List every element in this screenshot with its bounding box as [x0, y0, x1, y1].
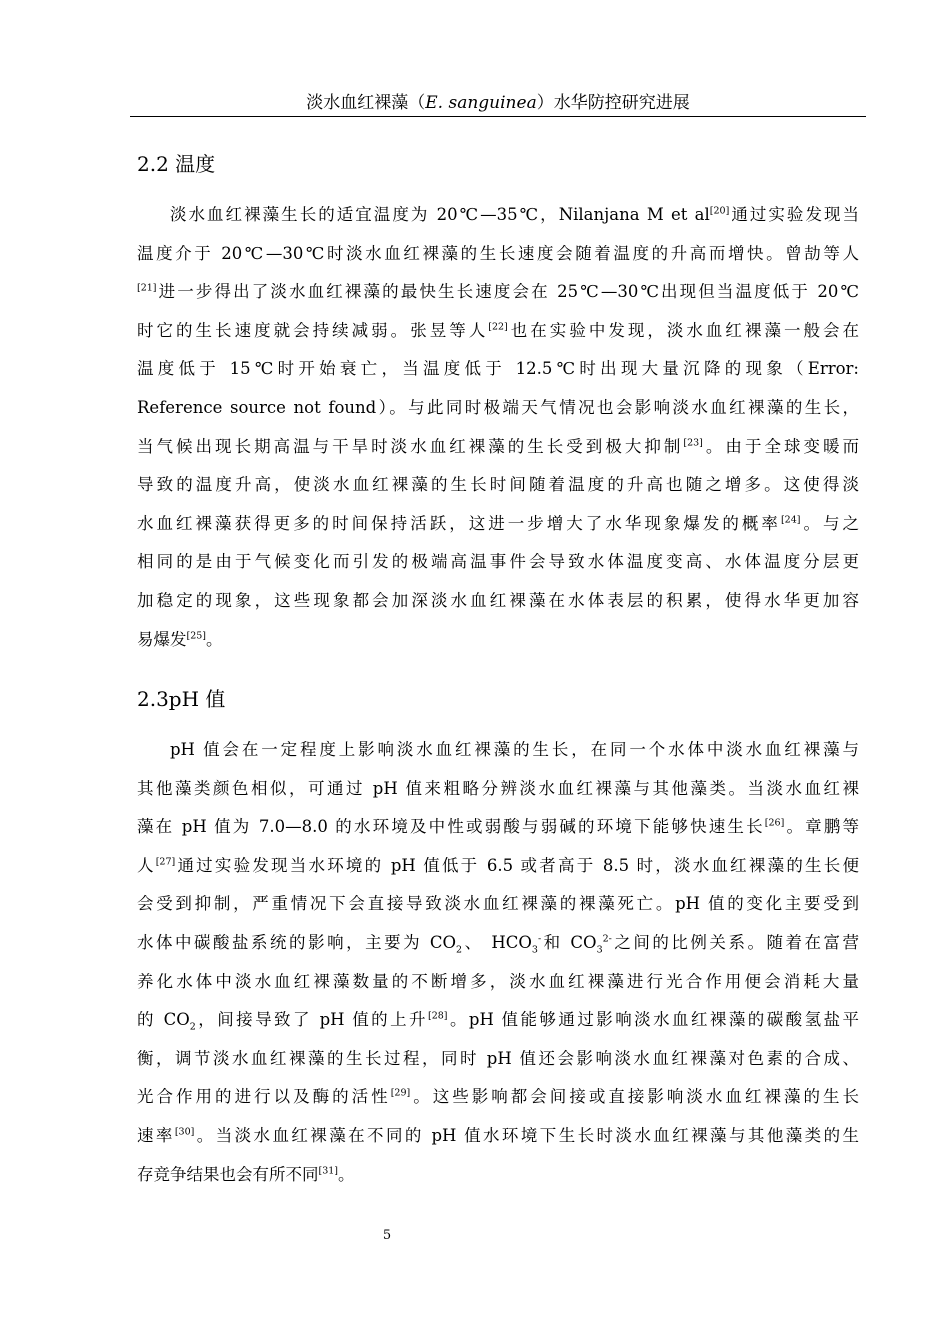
paragraph-line: 导致的温度升高，使淡水血红裸藻的生长时间随着温度的升高也随之增多。这使得淡: [137, 475, 859, 495]
paragraph-line: 会受到抑制，严重情况下会直接导致淡水血红裸藻的裸藻死亡。pH 值的变化主要受到: [137, 894, 859, 914]
paragraph-line: 速率[30]。当淡水血红裸藻在不同的 pH 值水环境下生长时淡水血红裸藻与其他藻类的生: [137, 1125, 859, 1145]
paragraph-line: 存竞争结果也会有所不同[31]。: [137, 1164, 355, 1184]
paragraph-ph: [137, 731, 859, 1194]
paragraph-line: 易爆发[25]。: [137, 629, 223, 649]
header-rule: [130, 116, 866, 117]
paragraph-line: [21]进一步得出了淡水血红裸藻的最快生长速度会在 25℃—30℃出现但当温度低于 20℃: [137, 282, 859, 302]
paragraph-line: 的 $CO_2$，间接导致了 pH 值的上升[28]。pH 值能够通过影响淡水血红裸藻的碳酸氢盐平: [137, 1010, 859, 1033]
paragraph-temperature: [137, 196, 859, 659]
paragraph-line: pH 值会在一定程度上影响淡水血红裸藻的生长，在同一个水体中淡水血红裸藻与: [170, 740, 859, 759]
paragraph-line: 相同的是由于气候变化而引发的极端高温事件会导致水体温度变高、水体温度分层更: [137, 552, 859, 572]
paragraph-line: 时它的生长速度就会持续减弱。张昱等人[22]也在实验中发现，淡水血红裸藻一般会在: [137, 320, 860, 340]
section-heading-ph: 2.3pH 值: [137, 687, 226, 711]
paragraph-line: 温度介于 20℃—30℃时淡水血红裸藻的生长速度会随着温度的升高而增快。曾劼等人: [137, 243, 859, 263]
paragraph-line: 温度低于 15℃时开始衰亡，当温度低于 12.5℃时出现大量沉降的现象（Error:: [137, 359, 859, 379]
running-header: [130, 92, 866, 114]
section-heading-temperature: 2.2 温度: [137, 152, 216, 176]
paragraph-line: 加稳定的现象，这些现象都会加深淡水血红裸藻在水体表层的积累，使得水华更加容: [137, 590, 859, 610]
paragraph-line: 衡，调节淡水血红裸藻的生长过程，同时 pH 值还会影响淡水血红裸藻对色素的合成、: [137, 1048, 859, 1068]
header-title-suffix: ）水华防控研究进展: [536, 93, 690, 113]
paragraph-line: 人[27]通过实验发现当水环境的 pH 值低于 6.5 或者高于 8.5 时，淡水血红裸藻的生长便: [137, 855, 859, 875]
paragraph-line: 水血红裸藻获得更多的时间保持活跃，这进一步增大了水华现象爆发的概率[24]。与之: [137, 513, 860, 533]
paragraph-line: 藻在 pH 值为 7.0—8.0 的水环境及中性或弱酸与弱碱的环境下能够快速生长[26]。章鹏等: [137, 817, 859, 837]
paragraph-line: 淡水血红裸藻生长的适宜温度为 20℃—35℃，Nilanjana M et al[20]通过实验发现当: [170, 205, 860, 224]
page-number: 5: [382, 1228, 392, 1243]
paragraph-line: 其他藻类颜色相似，可通过 pH 值来粗略分辨淡水血红裸藻与其他藻类。当淡水血红裸: [137, 778, 859, 798]
paragraph-line: 当气候出现长期高温与干旱时淡水血红裸藻的生长受到极大抑制[23]。由于全球变暖而: [137, 436, 860, 456]
paragraph-line: 养化水体中淡水血红裸藻数量的不断增多，淡水血红裸藻进行光合作用便会消耗大量: [137, 971, 859, 991]
paragraph-line: 光合作用的进行以及酶的活性[29]。这些影响都会间接或直接影响淡水血红裸藻的生长: [137, 1087, 860, 1107]
paragraph-line: 水体中碳酸盐系统的影响，主要为 $CO_2$、 $HCO_3^-$和 $CO_3^{2-}$之间的比例关系。随着在富营: [137, 932, 859, 956]
header-title-species: E. sanguinea: [425, 93, 537, 113]
paragraph-line: Reference source not found）。与此同时极端天气情况也会影响淡水血红裸藻的生长，: [137, 397, 859, 417]
header-title-prefix: 淡水血红裸藻（: [306, 93, 426, 113]
